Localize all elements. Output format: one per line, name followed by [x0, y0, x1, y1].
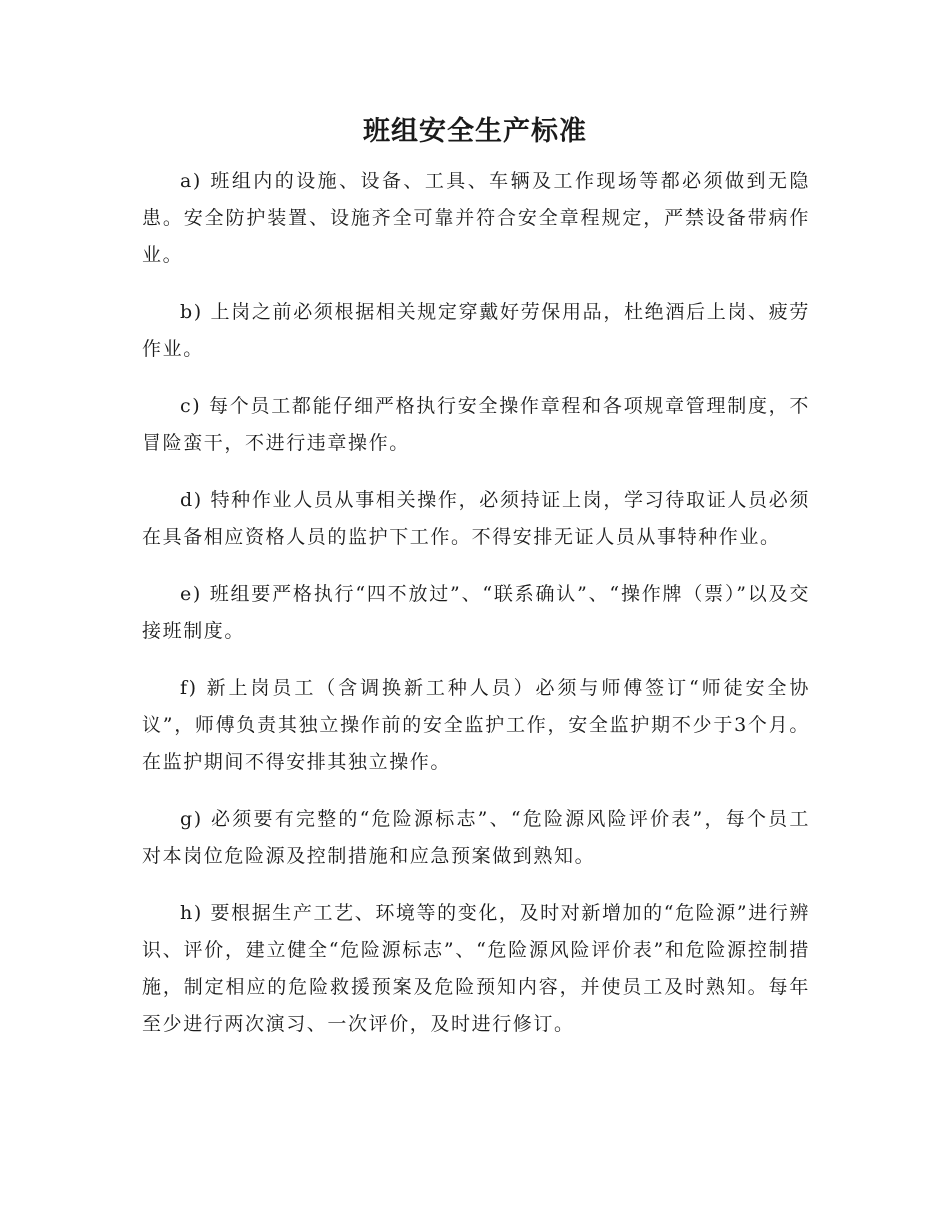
paragraph-a: a) 班组内的设施、设备、工具、车辆及工作现场等都必须做到无隐患。安全防护装置、设施齐全可靠并符合安全章程规定，严禁设备带病作业。: [142, 170, 810, 266]
paragraph-e: e) 班组要严格执行“四不放过”、“联系确认”、“操作牌（票）”以及交接班制度。: [142, 583, 810, 642]
paragraph-d: d) 特种作业人员从事相关操作，必须持证上岗，学习待取证人员必须在具备相应资格人员的监护下工作。不得安排无证人员从事特种作业。: [142, 489, 810, 548]
paragraph-g: g) 必须要有完整的“危险源标志”、“危险源风险评价表”，每个员工对本岗位危险源及控制措施和应急预案做到熟知。: [142, 808, 810, 867]
paragraph-b: b) 上岗之前必须根据相关规定穿戴好劳保用品，杜绝酒后上岗、疲劳作业。: [142, 301, 810, 360]
document-title: 班组安全生产标准: [363, 116, 587, 147]
paragraph-h: h) 要根据生产工艺、环境等的变化，及时对新增加的“危险源”进行辨识、评价，建立健全“危险源标志”、“危险源风险评价表”和危险源控制措施，制定相应的危险救援预案及危险预知内容，并使员工及时熟知。每年至少进行两次演习、一次评价，及时进行修订。: [142, 902, 810, 1035]
document-body: [142, 163, 810, 1063]
paragraph-f: f) 新上岗员工（含调换新工种人员）必须与师傅签订“师徒安全协议”，师傅负责其独立操作前的安全监护工作，安全监护期不少于3个月。在监护期间不得安排其独立操作。: [142, 677, 810, 773]
paragraph-c: c) 每个员工都能仔细严格执行安全操作章程和各项规章管理制度，不冒险蛮干，不进行违章操作。: [142, 395, 810, 454]
